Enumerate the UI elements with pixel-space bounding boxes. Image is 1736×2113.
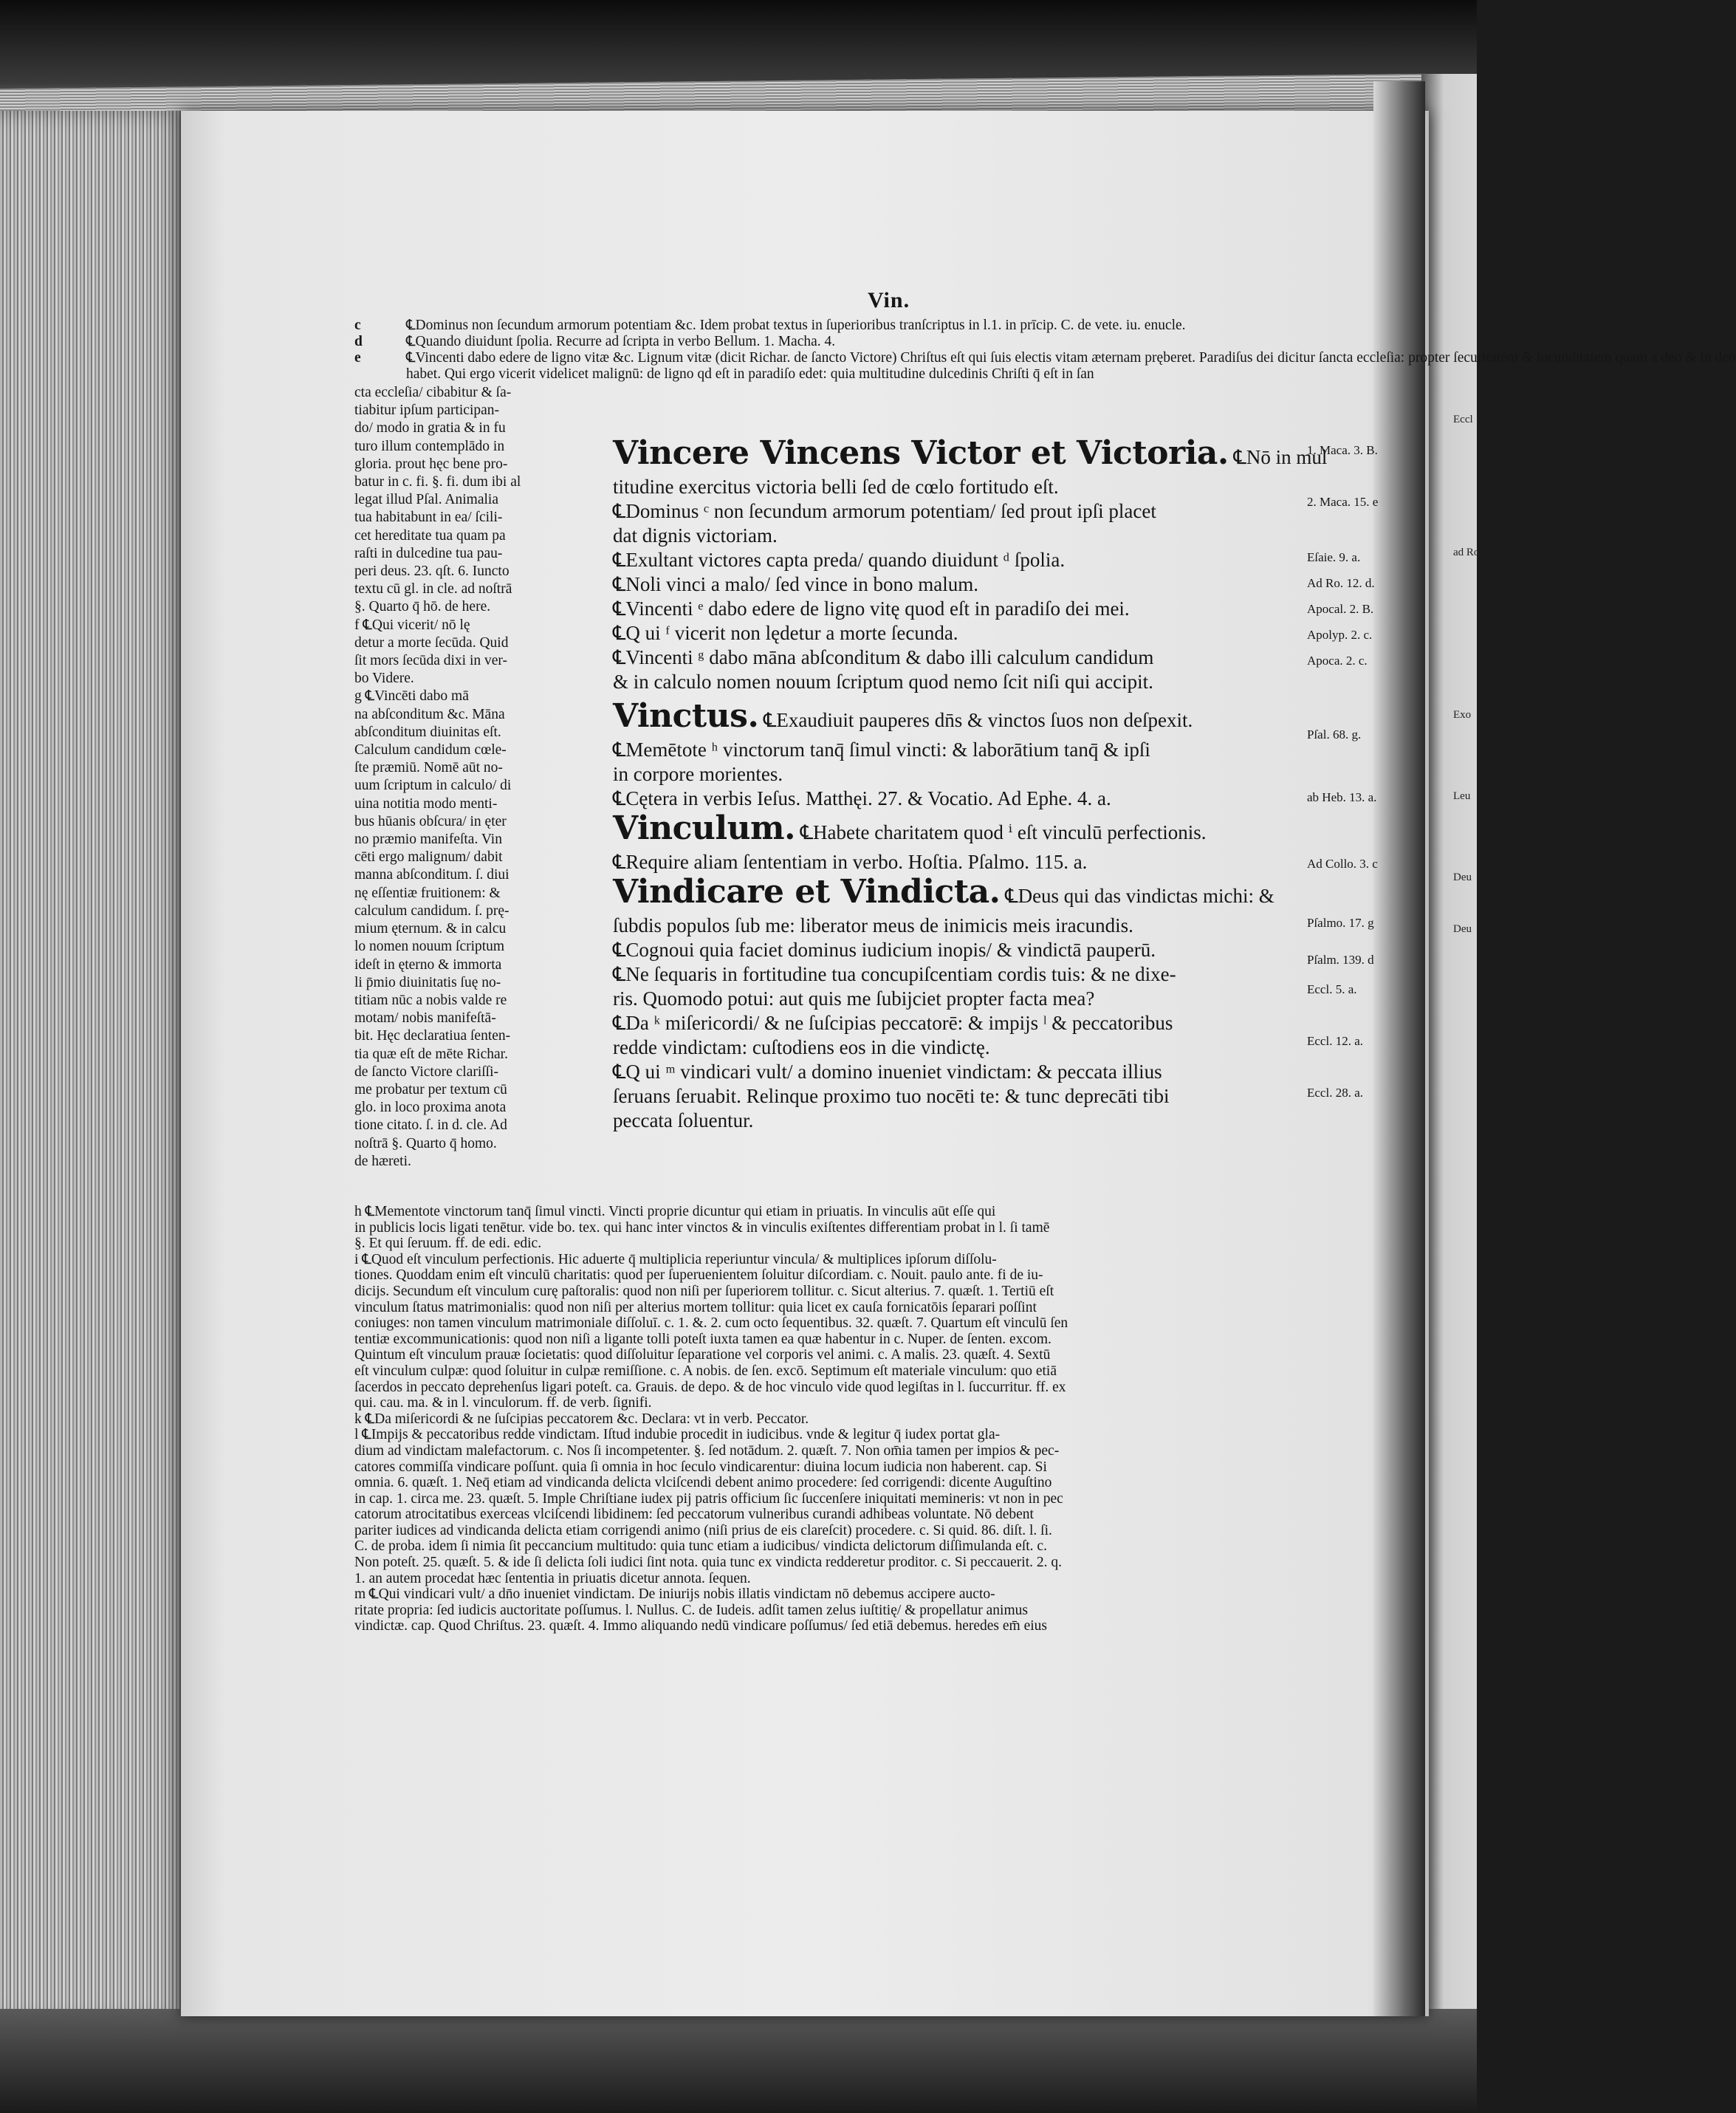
entry-heading: Vinculum.: [613, 809, 795, 847]
book-bottom: [0, 2009, 1477, 2113]
commentary-line: tiabitur ipſum participan-: [354, 403, 500, 419]
commentary-line: nę eſſentiæ fruitionem: &: [354, 885, 501, 901]
annotation-line: tiones. Quoddam enim eſt vinculū charitatis: quod per ſuperuenientem ſoluitur diſcordiam. c. Nouit. paulo ante. fi de iu-: [354, 1267, 1043, 1284]
annotation-line: vinculum ſtatus matrimonialis: quod non niſi per alterius mortem tollitur: quia licet ex cauſa fornicatōis ſeparari poſſint: [354, 1299, 1037, 1315]
annotation-line: tentiæ excommunicationis: quod non niſi a ligante tolli poteſt iuxta tamen ea quæ habentur in c. Nuper. de ſenten. excom.: [354, 1331, 1051, 1347]
commentary-line: cet hereditate tua quam pa: [354, 527, 506, 544]
text-line: titudine exercitus victoria belli ſed de cœlo fortitudo eſt.: [613, 476, 1059, 498]
marginal-reference: Eſaie. 9. a.: [1307, 550, 1361, 564]
commentary-line: lo nomen nouum ſcriptum: [354, 939, 505, 955]
commentary-line: ideſt in ęterno & immorta: [354, 956, 502, 973]
commentary-line: no præmio manifeſta. Vin: [354, 832, 502, 848]
annotation-line: i ℄Quod eſt vinculum perfectionis. Hic aduerte q̄ multiplicia reperiuntur vincula/ & multiplices ipſorum diſſolu-: [354, 1251, 997, 1267]
marginal-reference: Ad Collo. 3. c: [1307, 857, 1378, 871]
entry-body: [613, 850, 1300, 874]
text-line: ris. Quomodo potui: aut quis me ſubijciet propter facta mea?: [613, 987, 1095, 1010]
annotation-line: Quintum eſt vinculum prauæ ſocietatis: quod diſſoluitur ſeparatione vel corporis vel animi. c. A malis. 23. quæſt. 4. Sextū: [354, 1347, 1051, 1363]
entry-body: [613, 738, 1300, 811]
annotation-line: Non poteſt. 25. quæſt. 5. & ide ſi delicta ſoli iudici ſint nota. quia tunc ex vindicta redderetur proditor. c. Si peccauerit. 2. q.: [354, 1555, 1062, 1571]
text-line: ſubdis populos ſub me: liberator meus de inimicis meis iracundis.: [613, 914, 1133, 936]
marginal-reference: Ad Ro. 12. d.: [1307, 576, 1375, 590]
text-line: redde vindictam: cuſtodiens eos in die vindictę.: [613, 1036, 990, 1058]
commentary-line: legat illud Pſal. Animalia: [354, 492, 498, 508]
facing-page-fragment: Deu: [1453, 871, 1472, 883]
annotation-line: dium ad vindictam malefactorum. c. Nos ſi incompetenter. §. ſed notādum. 2. quæſt. 7. Non om̄ia tamen per impios & pec-: [354, 1442, 1060, 1459]
text-line: ℄Noli vinci a malo/ ſed vince in bono malum.: [613, 573, 978, 595]
text-line: ℄Vincenti ᵍ dabo māna abſconditum & dabo illi calculum candidum: [613, 646, 1154, 668]
marginal-reference: ab Heb. 13. a.: [1307, 790, 1377, 804]
commentary-line: tua habitabunt in ea/ ſcili-: [354, 510, 503, 526]
annotation-text: habet. Qui ergo vicerit videlicet malignū: de ligno qd eſt in paradiſo edet: quia multitudine dulcedinis Chriſti q̄ eſt in ſan: [406, 366, 1094, 382]
entry-heading-row: [613, 811, 1300, 850]
marginal-reference: Apocal. 2. B.: [1307, 602, 1374, 616]
left-commentary-column: [354, 384, 594, 1171]
annotation-line: [354, 350, 1736, 366]
commentary-line: uum ſcriptum in calculo/ di: [354, 778, 512, 794]
annotation-line: [354, 366, 1285, 383]
annotation-line: C. de proba. idem ſi nimia ſit peccancium multitudo: quia tunc etiam a iudicibus/ vindicta delictorum diſſimulanda eſt. c.: [354, 1538, 1047, 1555]
annotation-line: dicijs. Secundum eſt vinculum curę paſtoralis: quod non niſi per ſuperiorem tollitur. c. Sicut alterius. 7. quæſt. 1. Tertiū eſt: [354, 1283, 1054, 1299]
running-head: Vin.: [868, 288, 910, 312]
marginal-reference: Eccl. 28. a.: [1307, 1086, 1363, 1100]
entry-heading-row: [613, 874, 1300, 914]
commentary-line: na abſconditum &c. Māna: [354, 706, 505, 722]
commentary-line: peri deus. 23. qſt. 6. Iuncto: [354, 564, 510, 580]
facing-page-fragment: Eccl: [1453, 414, 1473, 425]
text-line: dat dignis victoriam.: [613, 524, 778, 547]
annotation-line: m ℄Qui vindicari vult/ a dn̄o inueniet vindictam. De iniurijs nobis illatis vindictam nō debemus accipere aucto-: [354, 1586, 995, 1603]
marginal-reference: Pſalm. 139. d: [1307, 953, 1374, 967]
annotation-key: e: [354, 350, 361, 366]
annotation-line: §. Et qui ſeruum. ff. de edi. edic.: [354, 1236, 542, 1252]
text-line: ℄Vincenti ᵉ dabo edere de ligno vitę quod eſt in paradiſo dei mei.: [613, 597, 1130, 620]
annotation-line: qui. cau. ma. & in l. vinculorum. ff. de verb. ſignifi.: [354, 1395, 652, 1411]
annotation-line: l ℄Impijs & peccatoribus redde vindictam. Iſtud indubie procedit in iudicibus. vnde & legitur q̄ iudex portat gla-: [354, 1427, 1001, 1443]
commentary-line: batur in c. fi. §. fi. dum ibi al: [354, 474, 521, 490]
commentary-line: do/ modo in gratia & in fu: [354, 420, 506, 436]
facing-page-fragment: Exo: [1453, 709, 1472, 721]
commentary-line: me probatur per textum cū: [354, 1081, 507, 1097]
commentary-line: f ℄Qui vicerit/ nō lę: [354, 617, 470, 633]
commentary-line: li p̄mio diuinitatis ſuę no-: [354, 974, 501, 990]
text-line: ℄Q ui ᵐ vindicari vult/ a domino inueniet vindictam: & peccata illius: [613, 1061, 1162, 1083]
annotation-line: ſacerdos in peccato deprehenſus ligari poteſt. ca. Grauis. de depo. & de hoc vinculo vide quod legiſtas in l. ſuccurritur. ff. ex: [354, 1379, 1066, 1395]
entry-heading: Vinctus.: [613, 697, 759, 735]
marginal-reference: 2. Maca. 15. e: [1307, 495, 1379, 509]
facing-page-fragment: ad Ro: [1453, 547, 1480, 558]
commentary-line: bo Videre.: [354, 671, 414, 687]
commentary-line: titiam nūc a nobis valde re: [354, 992, 507, 1008]
annotation-line: coniuges: non tamen vinculum matrimoniale diſſoluī. c. 1. &. 2. cum octo ſequentibus. 32. quæſt. 7. Quartum eſt vinculū ſen: [354, 1315, 1068, 1332]
bottom-annotations: [354, 1204, 1292, 1634]
text-line: ℄Require aliam ſententiam in verbo. Hoſtia. Pſalmo. 115. a.: [613, 851, 1088, 873]
text-line: ℄Da ᵏ miſericordi/ & ne ſuſcipias peccatorē: & impijs ˡ & peccatoribus: [613, 1012, 1173, 1034]
marginal-reference: Eccl. 5. a.: [1307, 982, 1357, 996]
marginal-reference: Eccl. 12. a.: [1307, 1034, 1363, 1048]
commentary-line: tia quæ eſt de mēte Richar.: [354, 1046, 508, 1062]
annotation-text: ℄Dominus non ſecundum armorum potentiam &c. Idem probat textus in ſuperioribus tranſcriptus in l.1. in prīcip. C. de vete. iu. enucle.: [406, 318, 1186, 333]
entry-heading-tail: ℄Deus qui das vindictas michi: &: [1005, 885, 1274, 907]
commentary-line: raſti in dulcedine tua pau-: [354, 545, 503, 561]
commentary-line: manna abſconditum. ſ. diui: [354, 867, 510, 883]
commentary-line: detur a morte ſecūda. Quid: [354, 634, 509, 651]
text-line: in corpore morientes.: [613, 763, 783, 785]
entry-heading-row: [613, 699, 1300, 738]
annotation-line: catorum atrocitatibus exerceas vlciſcendi libidinem: ſed peccatorum vulneribus curandi adhibeas voluntate. Nō debent: [354, 1507, 1034, 1523]
text-line: ℄Exultant victores capta preda/ quando diuidunt ᵈ ſpolia.: [613, 549, 1066, 571]
commentary-line: mium ęternum. & in calcu: [354, 921, 507, 937]
commentary-line: calculum candidum. ſ. prę-: [354, 903, 510, 919]
entry-heading-tail: ℄Exaudiuit pauperes dn̄s & vinctos ſuos non deſpexit.: [764, 709, 1193, 731]
book-page-edges: [0, 111, 192, 2024]
annotation-key: d: [354, 334, 363, 349]
annotation-line: ritate propria: ſed iudicis auctoritate poſſumus. l. Nullus. C. de Iudeis. adſit tamen zelus iuſtitię/ & propellatur animus: [354, 1602, 1028, 1618]
annotation-line: in publicis locis ligati tenētur. vide bo. tex. qui hanc inter vinctos & in vinculis exiſtentes differentiam probat in l. ſi tamē: [354, 1219, 1050, 1236]
marginal-reference: Apolyp. 2. c.: [1307, 628, 1373, 642]
commentary-line: glo. in loco proxima anota: [354, 1100, 507, 1116]
commentary-line: Calculum candidum cœle-: [354, 742, 507, 758]
annotation-line: catores commiſſa vindicare poſſunt. quia ſi omnia in hoc ſeculo vindicarentur: diuina locum iudicia non haberent. cap. Si: [354, 1459, 1047, 1475]
annotation-line: omnia. 6. quæſt. 1. Neq̄ etiam ad vindicanda delicta vlciſcendi debent animo procedere: ſed corrigendi: dicente Auguſtino: [354, 1475, 1052, 1491]
annotation-line: eſt vinculum culpæ: quod ſoluitur in culpæ remiſſione. c. A nobis. de ſen. excō. Septimum eſt materiale vinculum: quo etiā: [354, 1363, 1057, 1379]
commentary-line: motam/ nobis manifeſtā-: [354, 1010, 496, 1027]
commentary-line: uina notitia modo menti-: [354, 795, 498, 812]
text-line: ſeruans ſeruabit. Relinque proximo tuo nocēti te: & tunc deprecāti tibi: [613, 1085, 1170, 1107]
commentary-line: g ℄Vincēti dabo mā: [354, 688, 469, 705]
entry-heading: Vindicare et Vindicta.: [613, 873, 1001, 911]
commentary-line: noſtrā §. Quarto q̄ homo.: [354, 1135, 497, 1151]
annotation-text: ℄Quando diuidunt ſpolia. Recurre ad ſcripta in verbo Bellum. 1. Macha. 4.: [406, 334, 836, 349]
commentary-line: bus hūanis obſcura/ in ęter: [354, 813, 507, 829]
annotation-line: [354, 334, 1285, 350]
commentary-line: abſconditum diuinitas eſt.: [354, 724, 501, 740]
entry-heading: Vincere Vincens Victor et Victoria.: [613, 434, 1229, 472]
commentary-line: textu cū gl. in cle. ad noſtrā: [354, 581, 512, 597]
annotation-line: k ℄Da miſericordi & ne ſuſcipias peccatorem &c. Declara: vt in verb. Peccator.: [354, 1411, 809, 1427]
commentary-line: §. Quarto q̄ hō. de here.: [354, 599, 491, 615]
facing-page-fragment: Deu: [1453, 923, 1472, 935]
commentary-line: tione citato. ſ. in d. cle. Ad: [354, 1117, 507, 1134]
entry-body: [613, 914, 1300, 1133]
commentary-line: bit. Hęc declaratiua ſenten-: [354, 1028, 511, 1044]
commentary-line: ſte præmiū. Nomē aūt no-: [354, 760, 503, 776]
annotation-line: vindictæ. cap. Quod Chriſtus. 23. quæſt. 4. Immo aliquando nedū vindicare poſſumus/ ſed etiā debemus. heredes em̄ eius: [354, 1618, 1047, 1634]
marginal-reference: Apoca. 2. c.: [1307, 654, 1368, 668]
text-line: & in calculo nomen nouum ſcriptum quod nemo ſcit niſi qui accipit.: [613, 671, 1153, 693]
annotation-text: ℄Vincenti dabo edere de ligno vitæ &c. Lignum vitæ (dicit Richar. de ſancto Victore) Chriſtus eſt qui ſuis electis vitam æternam pręberet. Paradiſus dei dicitur ſancta eccleſia: propter ſecuritatem & iocunditatem quam a deo & in deo: [406, 350, 1736, 366]
text-line: ℄Cętera in verbis Ieſus. Matthęi. 27. & Vocatio. Ad Ephe. 4. a.: [613, 787, 1111, 809]
book-gutter: [1373, 81, 1425, 2016]
commentary-line: gloria. prout hęc bene pro-: [354, 456, 508, 472]
entry-heading-row: [613, 434, 1328, 475]
top-annotations: [354, 318, 1736, 383]
annotation-line: in cap. 1. circa me. 23. quæſt. 5. Imple Chriſtiane iudex pij patris officium ſic ſuccenſere iniquitati memineris: vt non in pec: [354, 1490, 1063, 1507]
marginal-reference: 1. Maca. 3. B.: [1307, 443, 1378, 457]
text-line: ℄Cognoui quia faciet dominus iudicium inopis/ & vindictā pauperū.: [613, 939, 1156, 961]
facing-page: [1421, 74, 1477, 2024]
commentary-line: turo illum contemplādo in: [354, 438, 505, 454]
text-line: ℄Ne ſequaris in fortitudine tua concupiſcentiam cordis tuis: & ne dixe-: [613, 963, 1176, 985]
entry-body: [613, 475, 1300, 694]
annotation-line: pariter iudices ad vindicanda delicta etiam corrigendi animo (niſi prius de eis clareſcit) procedere. c. Si quid. 86. diſt. l. ſi.: [354, 1522, 1052, 1538]
text-line: ℄Q ui ᶠ vicerit non lędetur a morte ſecunda.: [613, 622, 958, 644]
commentary-line: de ſancto Victore clariſſi-: [354, 1064, 499, 1080]
commentary-line: de hæreti.: [354, 1153, 411, 1169]
annotation-key: c: [354, 318, 361, 333]
marginal-reference: Pſalmo. 17. g: [1307, 916, 1374, 930]
annotation-line: h ℄Mementote vinctorum tanq̄ ſimul vincti. Vincti proprie dicuntur qui etiam in priuatis. In vinculis aūt eſſe qui: [354, 1204, 996, 1219]
commentary-line: cēti ergo malignum/ dabit: [354, 849, 503, 866]
commentary-line: cta eccleſia/ cibabitur & ſa-: [354, 385, 512, 400]
annotation-line: 1. an autem procedat hæc ſententia in priuatis dicetur annota. ſequen.: [354, 1570, 751, 1586]
text-line: peccata ſoluentur.: [613, 1109, 754, 1131]
annotation-line: [354, 318, 1285, 334]
commentary-line: ſit mors ſecūda dixi in ver-: [354, 653, 508, 669]
entry-heading-tail: ℄Nō in mul: [1233, 446, 1328, 468]
marginal-reference: Pſal. 68. g.: [1307, 727, 1362, 742]
main-text: [613, 434, 1328, 1133]
entry-heading-tail: ℄Habete charitatem quod ⁱ eſt vinculū perfectionis.: [800, 821, 1207, 843]
text-line: ℄Memētote ʰ vinctorum tanq̄ ſimul vincti: & laborātium tanq̄ & ipſi: [613, 739, 1150, 761]
facing-page-fragment: Leu: [1453, 790, 1471, 802]
text-line: ℄Dominus ᶜ non ſecundum armorum potentiam/ ſed prout ipſi placet: [613, 500, 1156, 522]
